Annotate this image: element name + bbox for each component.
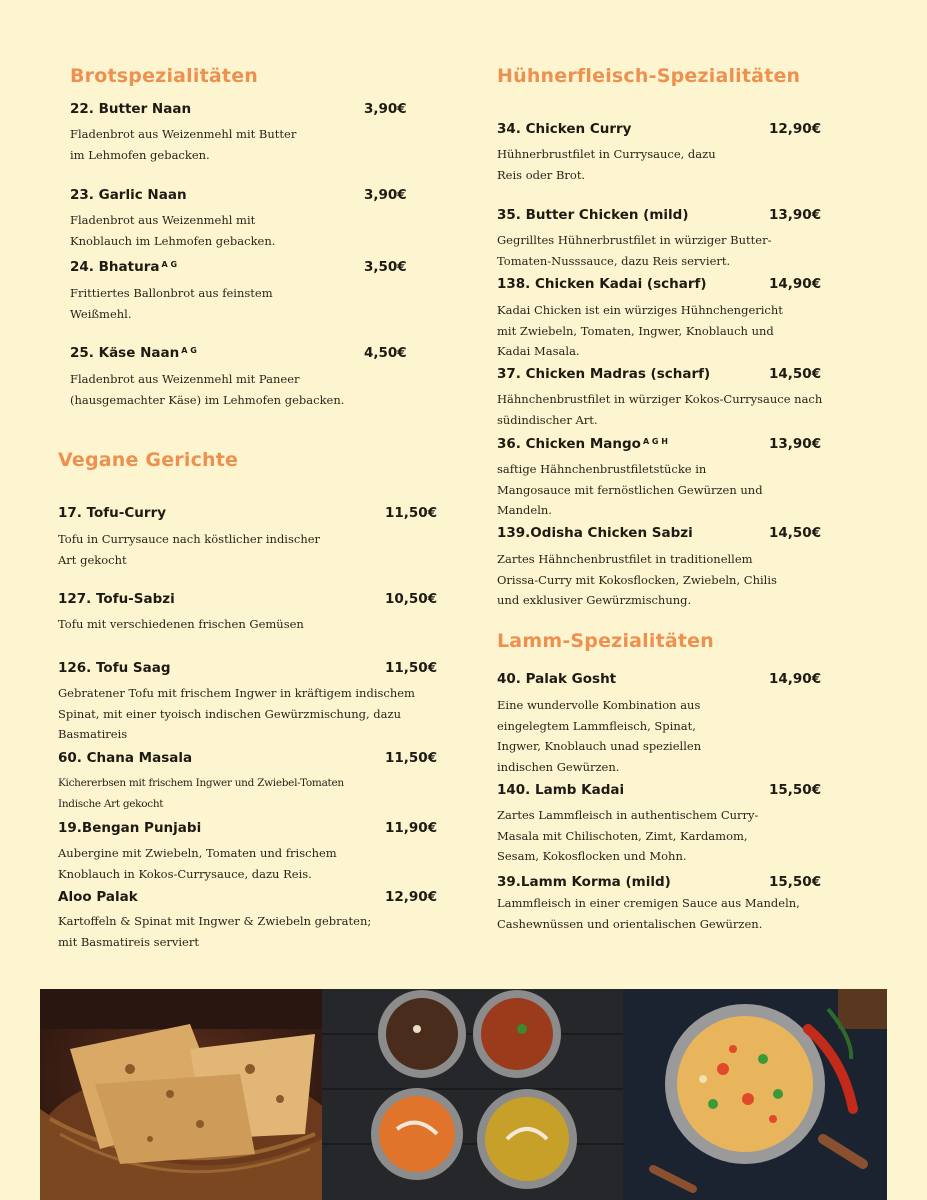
menu-item-name: 17. Tofu-Curry	[58, 505, 167, 521]
menu-item-price: 15,50€	[769, 782, 822, 798]
menu-item-name: 139.Odisha Chicken Sabzi	[497, 525, 693, 541]
menu-item-description: Fladenbrot aus Weizenmehl mit Knoblauch im Lehmofen gebacken.	[70, 213, 276, 248]
menu-item-description: Fladenbrot aus Weizenmehl mit Butter im Lehmofen gebacken.	[70, 127, 297, 162]
menu-item-description: Zartes Hähnchenbrustfilet in traditionellem Orissa-Curry mit Kokosflocken, Zwiebeln, Chilis und exklusiver Gewürzmischung.	[497, 552, 777, 607]
menu-item-name: 24. Bhatura $^{A G}$	[70, 259, 178, 275]
menu-item-name: 126. Tofu Saag	[58, 660, 171, 676]
section-title-huhn: Hühnerfleisch-Spezialitäten	[497, 65, 801, 87]
menu-item-description: Kartoffeln & Spinat mit Ingwer & Zwiebeln gebraten; mit Basmatireis serviert	[58, 914, 372, 949]
menu-item-description: Hähnchenbrustfilet in würziger Kokos-Currysauce nach südindischer Art.	[497, 392, 823, 427]
allergen-codes: A G	[181, 346, 197, 355]
menu-item-name: 60. Chana Masala	[58, 750, 193, 766]
menu-item-name: 19.Bengan Punjabi	[58, 820, 202, 836]
menu-item-description: Fladenbrot aus Weizenmehl mit Paneer (hausgemachter Käse) im Lehmofen gebacken.	[70, 372, 345, 407]
menu-item-price: 11,50€	[385, 750, 438, 766]
menu-item-description: Frittiertes Ballonbrot aus feinstem Weißmehl.	[70, 286, 273, 321]
menu-item-name: 22. Butter Naan	[70, 101, 192, 117]
menu-item-price: 12,90€	[769, 121, 822, 137]
menu-item-description: Eine wundervolle Kombination aus eingelegtem Lammfleisch, Spinat, Ingwer, Knoblauch unad speziellen indischen Gewürzen.	[497, 698, 702, 774]
menu-item-description: Gegrilltes Hühnerbrustfilet in würziger Butter- Tomaten-Nusssauce, dazu Reis serviert.	[497, 233, 772, 268]
menu-item-description: Kadai Chicken ist ein würziges Hühnchengericht mit Zwiebeln, Tomaten, Ingwer, Knoblauch und Kadai Masala.	[497, 303, 783, 358]
menu-item-description: Gebratener Tofu mit frischem Ingwer in kräftigem indischem Spinat, mit einer tyoisch indischen Gewürzmischung, dazu Basmatireis	[58, 686, 415, 741]
allergen-codes: A G H	[642, 437, 668, 446]
menu-item-price: 14,50€	[769, 366, 822, 382]
allergen-codes: A G	[161, 260, 178, 269]
menu-item-description: saftige Hähnchenbrustfiletstücke in Mangosauce mit fernöstlichen Gewürzen und Mandeln.	[497, 462, 763, 517]
curry-bowls-photo	[322, 989, 623, 1200]
section-title-brot: Brotspezialitäten	[70, 65, 259, 87]
menu-item-name: 34. Chicken Curry	[497, 121, 632, 137]
menu-item-name: 40. Palak Gosht	[497, 671, 617, 687]
menu-item-price: 11,90€	[385, 820, 438, 836]
menu-item-name: 39.Lamm Korma (mild)	[497, 874, 671, 890]
menu-item-price: 15,50€	[769, 874, 822, 890]
menu-item-price: 11,50€	[385, 660, 438, 676]
menu-item-price: 13,90€	[769, 207, 822, 223]
menu-item-name: 35. Butter Chicken (mild)	[497, 207, 689, 223]
menu-item-price: 3,90€	[364, 187, 407, 203]
menu-item-price: 3,90€	[364, 101, 407, 117]
menu-item-price: 10,50€	[385, 591, 438, 607]
menu-item-price: 14,50€	[769, 525, 822, 541]
menu-item-description: Hühnerbrustfilet in Currysauce, dazu Reis oder Brot.	[497, 147, 716, 182]
menu-item-price: 14,90€	[769, 671, 822, 687]
menu-item-price: 11,50€	[385, 505, 438, 521]
menu-item-name: 37. Chicken Madras (scharf)	[497, 366, 711, 382]
menu-item-description: Lammfleisch in einer cremigen Sauce aus Mandeln, Cashewnüssen und orientalischen Gewürzen.	[497, 896, 800, 931]
menu-item-description: Tofu in Currysauce nach köstlicher indischer Art gekocht	[58, 532, 321, 567]
biryani-rice-photo	[623, 989, 887, 1200]
section-title-vegan: Vegane Gerichte	[58, 449, 239, 471]
menu-item-price: 3,50€	[364, 259, 407, 275]
menu-item-name: 36. Chicken Mango $^{A G H}$	[497, 436, 668, 452]
menu-item-description: Aubergine mit Zwiebeln, Tomaten und frischem Knoblauch in Kokos-Currysauce, dazu Reis.	[58, 846, 337, 881]
menu-item-description: Zartes Lammfleisch in authentischem Curry- Masala mit Chilischoten, Zimt, Kardamom, Sesam, Kokosflocken und Mohn.	[497, 808, 759, 863]
menu-item-name: Aloo Palak	[58, 889, 138, 905]
menu-item-name: 25. Käse Naan $^{A G}$	[70, 345, 197, 361]
menu-item-name: 138. Chicken Kadai (scharf)	[497, 276, 707, 292]
menu-item-price: 4,50€	[364, 345, 407, 361]
menu-item-description: Kichererbsen mit frischem Ingwer und Zwiebel-Tomaten Indische Art gekocht	[58, 777, 344, 810]
menu-item-price: 12,90€	[385, 889, 438, 905]
naan-basket-photo	[40, 989, 322, 1200]
section-title-lamm: Lamm-Spezialitäten	[497, 630, 714, 652]
menu-item-price: 14,90€	[769, 276, 822, 292]
menu-item-name: 23. Garlic Naan	[70, 187, 187, 203]
menu-item-name: 140. Lamb Kadai	[497, 782, 625, 798]
menu-item-price: 13,90€	[769, 436, 822, 452]
menu-item-name: 127. Tofu-Sabzi	[58, 591, 175, 607]
menu-item-description: Tofu mit verschiedenen frischen Gemüsen	[58, 617, 304, 631]
